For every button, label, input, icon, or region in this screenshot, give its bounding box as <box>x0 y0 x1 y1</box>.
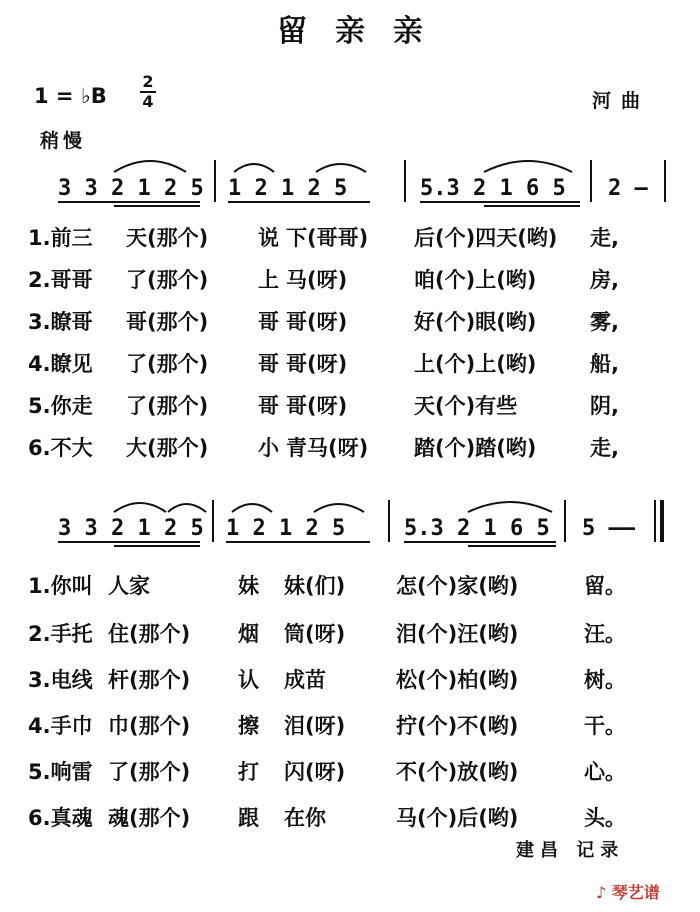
lyric-cell: 哥(呀) <box>286 352 348 376</box>
lyric-cell: 了(那个) <box>108 760 191 784</box>
lyric-cell: 4.手巾 <box>28 714 93 738</box>
lyric-cell: 2.手托 <box>28 622 93 646</box>
slur <box>316 164 366 172</box>
lyric-cell: 4.瞭见 <box>28 352 93 376</box>
lyric-cell: 认 <box>238 668 259 692</box>
lyric-cell: 好(个)眼(哟) <box>414 310 537 334</box>
lyric-cell: 走, <box>590 226 619 250</box>
slur <box>468 502 552 512</box>
lyric-cell: 魂(那个) <box>108 806 191 830</box>
lyric-cell: 了(那个) <box>126 352 209 376</box>
transcription-credit: 建昌 记录 <box>516 840 625 861</box>
lyric-cell: 哥(呀) <box>286 394 348 418</box>
lyric-cell: 马(个)后(哟) <box>396 806 519 830</box>
key-signature: 1 = ♭B <box>34 84 107 108</box>
measure-2-4: 5 —— <box>582 516 635 541</box>
lyric-cell: 在你 <box>284 806 326 830</box>
lyric-cell: 大(那个) <box>126 436 209 460</box>
lyric-cell: 哥(呀) <box>286 310 348 334</box>
measure-1-4: 2 — <box>608 176 648 201</box>
lyric-cell: 松(个)柏(哟) <box>396 668 519 692</box>
measure-2-2: 1 2 1 2 5 <box>226 516 346 541</box>
lyric-cell: 马(呀) <box>286 268 348 292</box>
measure-2-3: 5.3 2 1 6 5 <box>404 516 550 541</box>
lyric-cell: 5.你走 <box>28 394 93 418</box>
lyric-cell: 树。 <box>584 668 626 692</box>
slur <box>168 504 206 512</box>
lyric-cell: 5.响雷 <box>28 760 93 784</box>
lyric-cell: 住(那个) <box>108 622 191 646</box>
lyric-cell: 说 <box>258 226 279 250</box>
slur <box>114 503 166 512</box>
measure-1-2: 1 2 1 2 5 <box>228 176 348 201</box>
lyric-cell: 干。 <box>584 714 626 738</box>
lyric-cell: 打 <box>238 760 259 784</box>
slur <box>232 504 272 512</box>
lyric-cell: 小 <box>258 436 279 460</box>
lyric-cell: 头。 <box>584 806 626 830</box>
lyric-cell: 1.前三 <box>28 226 93 250</box>
lyric-cell: 哥 <box>258 394 279 418</box>
slur <box>314 504 364 512</box>
lyric-cell: 3.瞭哥 <box>28 310 93 334</box>
measure-1-3: 5.3 2 1 6 5 <box>420 176 566 201</box>
slur <box>234 164 274 172</box>
watermark-text: 琴艺谱 <box>611 883 660 902</box>
lyric-cell: 走, <box>590 436 619 460</box>
lyric-cell: 闪(呀) <box>284 760 346 784</box>
lyric-cell: 3.电线 <box>28 668 93 692</box>
lyric-cell: 不(个)放(哟) <box>396 760 519 784</box>
measure-2-1: 3 3 2 1 2 5 <box>58 516 204 541</box>
lyric-cell: 哥 <box>258 310 279 334</box>
lyric-cell: 上(个)上(哟) <box>414 352 537 376</box>
logo-icon: ♪ <box>596 883 607 902</box>
lyric-cell: 擦 <box>238 714 259 738</box>
slur <box>114 161 186 172</box>
lyric-cell: 泪(个)汪(哟) <box>396 622 519 646</box>
lyric-cell: 汪。 <box>584 622 626 646</box>
lyric-cell: 2.哥哥 <box>28 268 93 292</box>
lyric-cell: 船, <box>590 352 619 376</box>
tempo-marking: 稍慢 <box>40 130 87 152</box>
lyric-cell: 6.不大 <box>28 436 93 460</box>
lyric-cell: 妹 <box>238 574 259 598</box>
slur <box>484 161 572 172</box>
song-origin: 河曲 <box>592 90 651 112</box>
measure-1-1: 3 3 2 1 2 5 <box>58 176 204 201</box>
lyric-cell: 雾, <box>590 310 619 334</box>
lyric-cell: 青马(呀) <box>286 436 369 460</box>
lyric-cell: 踏(个)踏(哟) <box>414 436 537 460</box>
lyric-cell: 天(个)有些 <box>414 394 518 418</box>
lyric-cell: 了(那个) <box>126 394 209 418</box>
watermark-logo <box>596 880 660 903</box>
lyric-cell: 拧(个)不(哟) <box>396 714 519 738</box>
lyric-cell: 成苗 <box>284 668 326 692</box>
time-signature-top: 2 <box>142 72 154 91</box>
song-title: 留亲亲 <box>277 14 451 49</box>
lyric-cell: 泪(呀) <box>284 714 346 738</box>
lyric-cell: 下(哥哥) <box>286 226 369 250</box>
lyric-cell: 天(那个) <box>126 226 209 250</box>
lyric-cell: 阴, <box>590 394 619 418</box>
lyric-cell: 妹(们) <box>284 574 346 598</box>
lyric-cell: 怎(个)家(哟) <box>396 574 519 598</box>
lyric-cell: 咱(个)上(哟) <box>414 268 537 292</box>
lyric-cell: 哥(那个) <box>126 310 209 334</box>
lyric-cell: 了(那个) <box>126 268 209 292</box>
lyric-cell: 心。 <box>584 760 626 784</box>
lyric-cell: 后(个)四天(哟) <box>414 226 558 250</box>
lyric-cell: 哥 <box>258 352 279 376</box>
lyric-cell: 1.你叫 <box>28 574 93 598</box>
lyric-cell: 人家 <box>108 574 150 598</box>
lyric-cell: 巾(那个) <box>108 714 191 738</box>
lyric-cell: 留。 <box>584 574 626 598</box>
lyric-cell: 烟 <box>238 622 259 646</box>
lyric-cell: 上 <box>258 268 279 292</box>
lyric-cell: 6.真魂 <box>28 806 93 830</box>
lyric-cell: 房, <box>590 268 619 292</box>
lyric-cell: 跟 <box>238 806 259 830</box>
lyric-cell: 筒(呀) <box>284 622 346 646</box>
time-signature-bottom: 4 <box>142 92 154 111</box>
lyric-cell: 杆(那个) <box>108 668 191 692</box>
